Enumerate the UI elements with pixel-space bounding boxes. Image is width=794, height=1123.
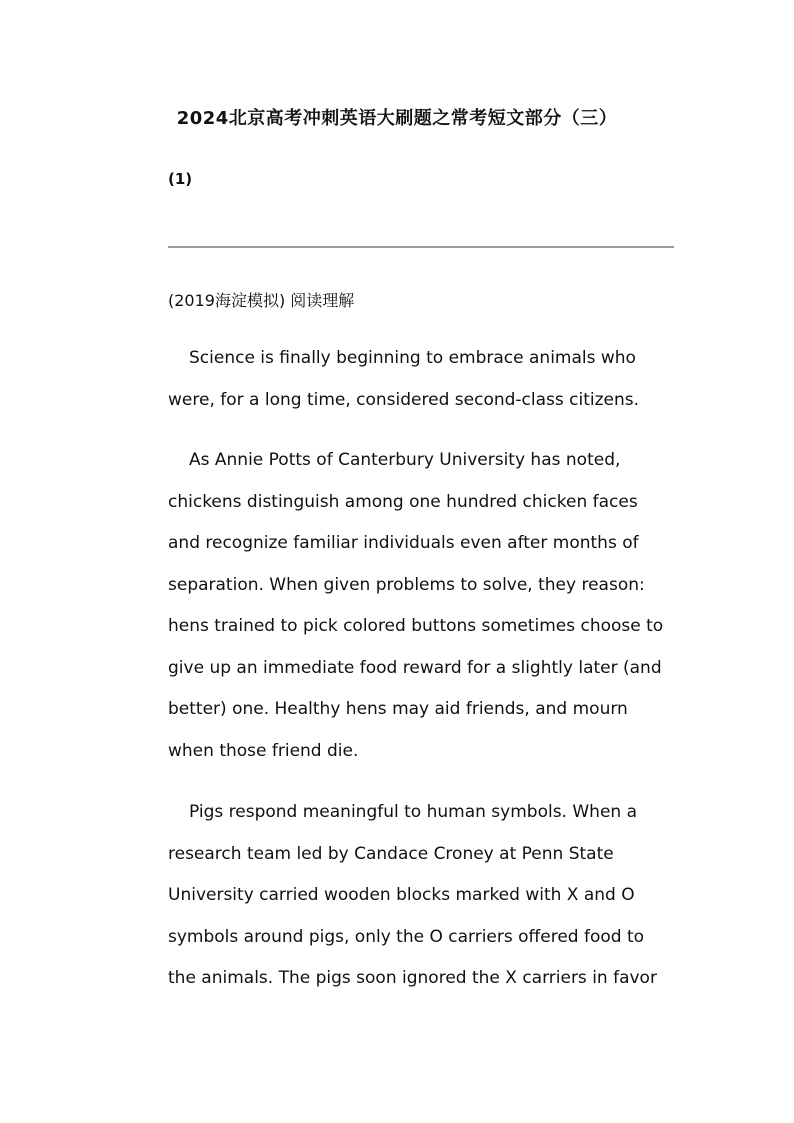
paragraph-2: As Annie Potts of Canterbury University has noted, chickens distinguish among one hundred chicken faces and recognize familiar individuals even after months of separation. When given problems to solve, they reason: hens trained to pick colored buttons sometimes choose to give up an immediate food reward for a slightly later (and better) one. Healthy hens may aid friends, and mourn when those friend die.	[168, 450, 664, 761]
passage-source: (2019海淀模拟) 阅读理解	[168, 291, 355, 310]
section-number: (1)	[168, 170, 193, 188]
horizontal-divider	[168, 246, 674, 248]
document-title: 2024北京高考冲刺英语大刷题之常考短文部分（三）	[176, 108, 618, 129]
paragraph-3: Pigs respond meaningful to human symbols. When a research team led by Candace Croney at Penn State University carried wooden blocks marked with X and O symbols around pigs, only the O carriers offered food to the animals. The pigs soon ignored the X carriers in favor	[168, 802, 657, 988]
paragraph-1: Science is finally beginning to embrace animals who were, for a long time, considered second-class citizens.	[168, 348, 640, 410]
